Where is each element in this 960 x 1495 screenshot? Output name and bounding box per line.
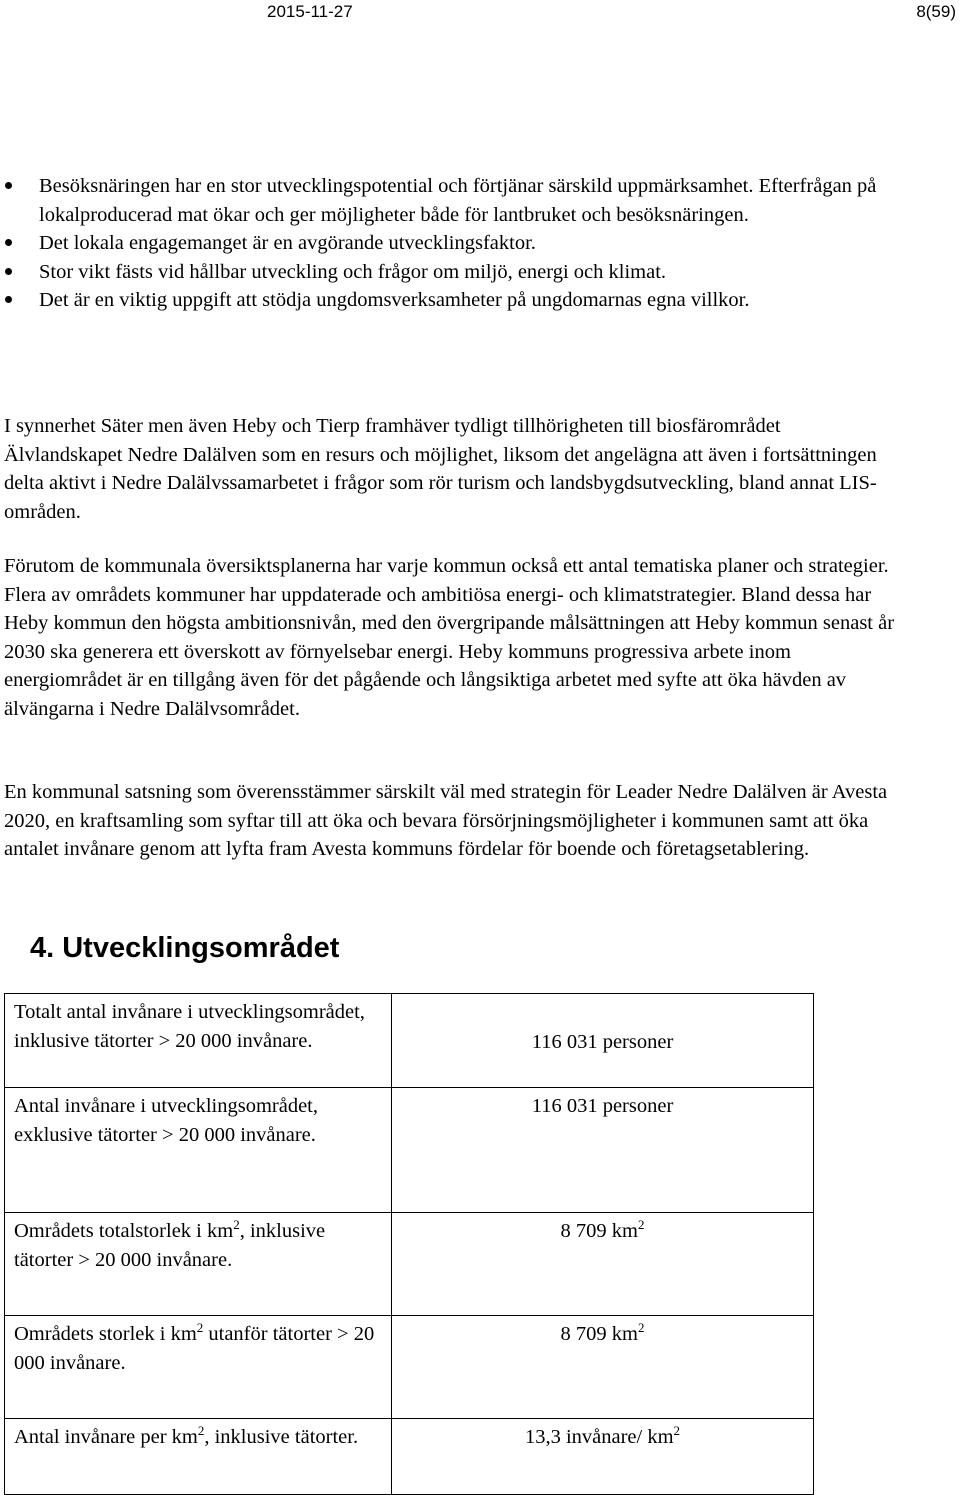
list-item-text: Det är en viktig uppgift att stödja ungdomsverksamheter på ungdomarnas egna villkor. [39, 289, 750, 311]
table-cell-value [392, 1419, 814, 1495]
table-cell-label [5, 1316, 392, 1419]
list-item [0, 172, 960, 229]
list-item [0, 229, 960, 258]
table-cell-value: 116 031 personer [392, 994, 814, 1088]
header-date: 2015-11-27 [267, 2, 353, 21]
bullet-icon [5, 182, 12, 189]
table-cell-value: 116 031 personer [392, 1088, 814, 1213]
label-text: Områdets totalstorlek i km [14, 1220, 234, 1242]
label-text: Områdets storlek i km [14, 1323, 197, 1345]
paragraph-biosphere: I synnerhet Säter men även Heby och Tierp framhäver tydligt tillhörigheten till biosfärområdet Älvlandskapet Nedre Dalälven som en resurs och möjlighet, liksom det angelägna att även i fortsättningen delta aktivt i Nedre Dalälvssamarbetet i frågor som rör turism och landsbygdsutveckling, bland annat LIS-områden. [4, 415, 877, 523]
bullet-icon [5, 239, 12, 246]
table-cell-label [5, 1213, 392, 1316]
bullet-icon [5, 268, 12, 275]
superscript: 2 [637, 1320, 645, 1335]
label-text: utanför tätorter > 20 000 invånare. [14, 1323, 375, 1374]
value-text: 8 709 km [560, 1220, 638, 1242]
list-item-text: Det lokala engagemanget är en avgörande utvecklingsfaktor. [39, 232, 536, 254]
superscript: 2 [673, 1423, 681, 1438]
label-text: Antal invånare per km [14, 1426, 198, 1448]
table-cell-value [392, 1213, 814, 1316]
area-facts-table [4, 993, 814, 1495]
value-text: 8 709 km [560, 1323, 638, 1345]
table-row [5, 1213, 814, 1316]
table-cell-label: Antal invånare i utvecklingsområdet, exklusive tätorter > 20 000 invånare. [5, 1088, 392, 1213]
superscript: 2 [637, 1217, 645, 1232]
table-cell-value [392, 1316, 814, 1419]
bullet-icon [5, 296, 12, 303]
table-row [5, 1316, 814, 1419]
table-row [5, 1088, 814, 1213]
page-number: 8(59) [916, 2, 956, 21]
list-item [0, 258, 960, 287]
bullet-list [0, 172, 960, 315]
superscript: 2 [233, 1217, 240, 1232]
table-cell-label: Totalt antal invånare i utvecklingsområdet, inklusive tätorter > 20 000 invånare. [5, 994, 392, 1088]
table-row [5, 1419, 814, 1495]
superscript: 2 [197, 1423, 205, 1438]
list-item-text: Besöksnäringen har en stor utvecklingspotential och förtjänar särskild uppmärksamhet. Efterfrågan på lokalproducerad mat ökar och ger möjligheter både för lantbruket och besöksnäringen. [39, 175, 877, 226]
list-item-text: Stor vikt fästs vid hållbar utveckling och frågor om miljö, energi och klimat. [39, 260, 667, 283]
value-text: 13,3 invånare/ km [524, 1426, 674, 1448]
superscript: 2 [196, 1320, 204, 1335]
label-text: , inklusive tätorter. [204, 1426, 359, 1448]
table-cell-label [5, 1419, 392, 1495]
list-item [0, 286, 960, 315]
section-title: 4. Utvecklingsområdet [30, 932, 340, 964]
table-row [5, 994, 814, 1088]
paragraph-strategies: Förutom de kommunala översiktsplanerna har varje kommun också ett antal tematiska planer och strategier. Flera av områdets kommuner har uppdaterade och ambitiösa energi- och klimatstrategier. Bland dessa har Heby kommun den högsta ambitionsnivån, med den övergripande målsättningen att Heby kommun senast år 2030 ska generera ett överskott av förnyelsebar energi. Heby kommuns progressiva arbete inom energiområdet är en tillgång även för det pågående och långsiktiga arbetet med syfte att öka hävden av älvängarna i Nedre Dalälvsområdet. [4, 555, 895, 720]
paragraph-avesta: En kommunal satsning som överensstämmer särskilt väl med strategin för Leader Nedre Dalälven är Avesta 2020, en kraftsamling som syftar till att öka och bevara försörjningsmöjligheter i kommunen samt att öka antalet invånare genom att lyfta fram Avesta kommuns fördelar för boende och företagsetablering. [4, 781, 888, 860]
label-text: , inklusive tätorter > 20 000 invånare. [14, 1220, 326, 1271]
